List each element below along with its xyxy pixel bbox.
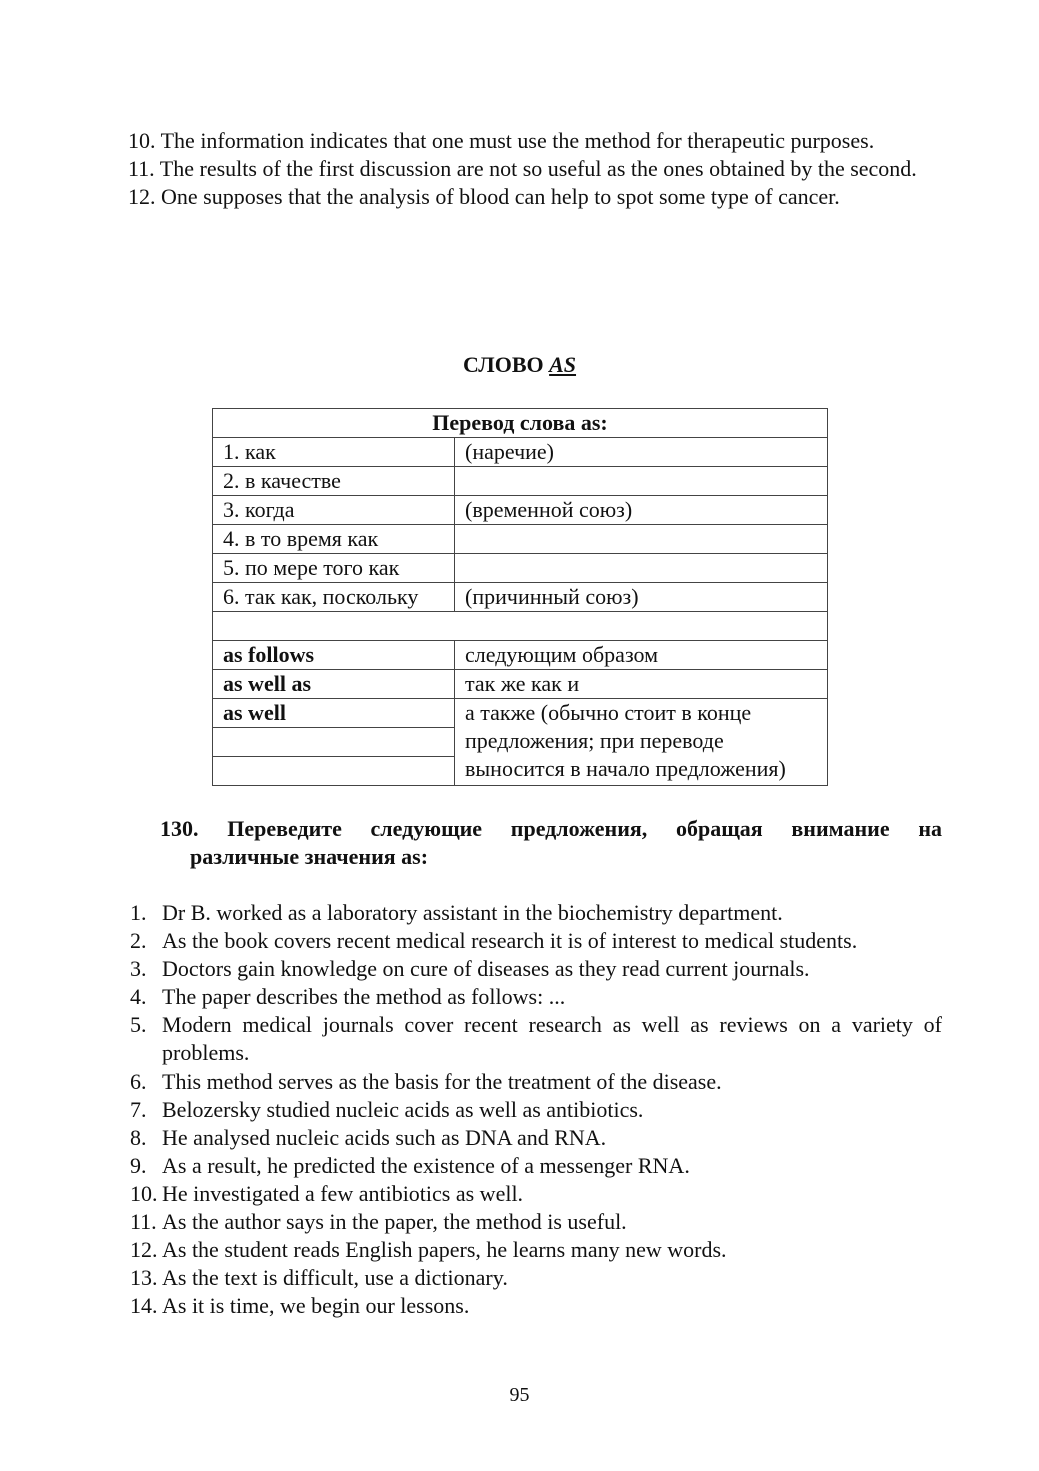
exercise-heading (160, 815, 942, 871)
item-number: 13. (130, 1265, 158, 1291)
item-text: The results of the first discussion are not so useful as the ones obtained by the second. (159, 156, 917, 181)
table-empty-cell (213, 757, 455, 786)
item-number: 9. (130, 1152, 147, 1178)
list-item (130, 1096, 942, 1124)
list-item (128, 155, 942, 183)
table-cell: так же как и (455, 670, 828, 699)
table-row (213, 554, 828, 583)
item-number: 2. (130, 928, 147, 954)
table-cell: (наречие) (455, 438, 828, 467)
table-cell: а также (обычно стоит в конце предложения; при переводе выносится в начало предложения) (455, 699, 828, 786)
list-item (130, 1124, 942, 1152)
list-item (130, 955, 942, 983)
list-item (128, 183, 942, 211)
item-text: As the text is difficult, use a dictionary. (162, 1265, 508, 1291)
item-number: 1. (130, 900, 147, 925)
item-text: This method serves as the basis for the treatment of the disease. (162, 1068, 722, 1094)
section-title-prefix: СЛОВО (462, 352, 544, 377)
table-cell (455, 467, 828, 496)
item-text: Belozersky studied nucleic acids as well as antibiotics. (162, 1096, 644, 1122)
list-item (130, 1236, 942, 1264)
list-item (130, 983, 942, 1011)
table-row (213, 438, 828, 467)
item-number: 12. (130, 1237, 158, 1263)
item-text: Modern medical journals cover recent research as well as reviews on a variety of problems. (162, 1012, 942, 1066)
item-number: 7. (130, 1096, 147, 1122)
table-cell: 5. по мере того как (213, 554, 455, 583)
item-number: 3. (130, 956, 147, 982)
translation-table (212, 408, 828, 786)
item-number: 12. (128, 184, 156, 209)
table-cell: 4. в то время как (213, 525, 455, 554)
item-text: As the book covers recent medical research it is of interest to medical students. (162, 928, 858, 954)
table-cell: (временной союз) (455, 496, 828, 525)
table-row (213, 467, 828, 496)
exercise-sentence-list (130, 899, 942, 1320)
item-text: He analysed nucleic acids such as DNA and RNA. (162, 1124, 607, 1150)
item-number: 8. (130, 1124, 147, 1150)
item-text: The paper describes the method as follows: ... (162, 984, 566, 1010)
item-number: 10. (128, 128, 156, 153)
table-spacer-row (213, 612, 828, 641)
table-cell: 3. когда (213, 496, 455, 525)
list-item (130, 1180, 942, 1208)
item-number: 14. (130, 1293, 158, 1319)
item-text: As the author says in the paper, the method is useful. (162, 1209, 627, 1235)
table-empty-cell (213, 612, 828, 641)
exercise-heading-line1 (160, 815, 942, 843)
item-number: 11. (130, 1209, 157, 1235)
item-number: 6. (130, 1068, 147, 1094)
list-item (130, 1011, 942, 1067)
table-empty-cell (213, 728, 455, 757)
list-item (130, 927, 942, 955)
list-item (130, 899, 942, 927)
page-number: 95 (509, 1384, 530, 1406)
table-header: Перевод слова as: (213, 409, 828, 438)
table-row (213, 699, 828, 728)
previous-exercise-list (128, 127, 942, 211)
item-text: One supposes that the analysis of blood can help to spot some type of cancer. (161, 184, 840, 209)
table-cell: (причинный союз) (455, 583, 828, 612)
item-text: Doctors gain knowledge on cure of diseases as they read current journals. (162, 956, 810, 982)
table-cell (455, 525, 828, 554)
item-text: The information indicates that one must use the method for therapeutic purposes. (160, 128, 875, 153)
item-number: 10. (130, 1180, 158, 1206)
exercise-instruction: Переведите следующие предложения, обращая внимание на (227, 816, 942, 841)
table-header-row (213, 409, 828, 438)
list-item (128, 127, 942, 155)
section-title-word: AS (549, 352, 577, 377)
exercise-heading-line2: различные значения as: (190, 844, 429, 869)
table-row (213, 641, 828, 670)
table-row (213, 525, 828, 554)
item-text: Dr B. worked as a laboratory assistant in the biochemistry department. (162, 900, 783, 925)
table-cell: следующим образом (455, 641, 828, 670)
item-number: 5. (130, 1012, 147, 1038)
table-cell: 2. в качестве (213, 467, 455, 496)
item-text: He investigated a few antibiotics as well. (162, 1180, 524, 1206)
list-item (130, 1292, 942, 1320)
exercise-number: 130. (160, 816, 199, 841)
list-item (130, 1264, 942, 1292)
item-text: As it is time, we begin our lessons. (162, 1293, 470, 1319)
phrase-cell: as follows (213, 641, 455, 670)
table-cell: 1. как (213, 438, 455, 467)
item-text: As a result, he predicted the existence of a messenger RNA. (162, 1152, 690, 1178)
table-cell: 6. так как, поскольку (213, 583, 455, 612)
table-row (213, 496, 828, 525)
section-title (0, 352, 1039, 378)
list-item (130, 1068, 942, 1096)
item-number: 4. (130, 984, 147, 1010)
phrase-cell: as well (213, 699, 455, 728)
item-text: As the student reads English papers, he learns many new words. (162, 1237, 727, 1263)
table-cell (455, 554, 828, 583)
list-item (130, 1208, 942, 1236)
table-row (213, 583, 828, 612)
item-number: 11. (128, 156, 155, 181)
table-row (213, 670, 828, 699)
phrase-cell: as well as (213, 670, 455, 699)
list-item (130, 1152, 942, 1180)
